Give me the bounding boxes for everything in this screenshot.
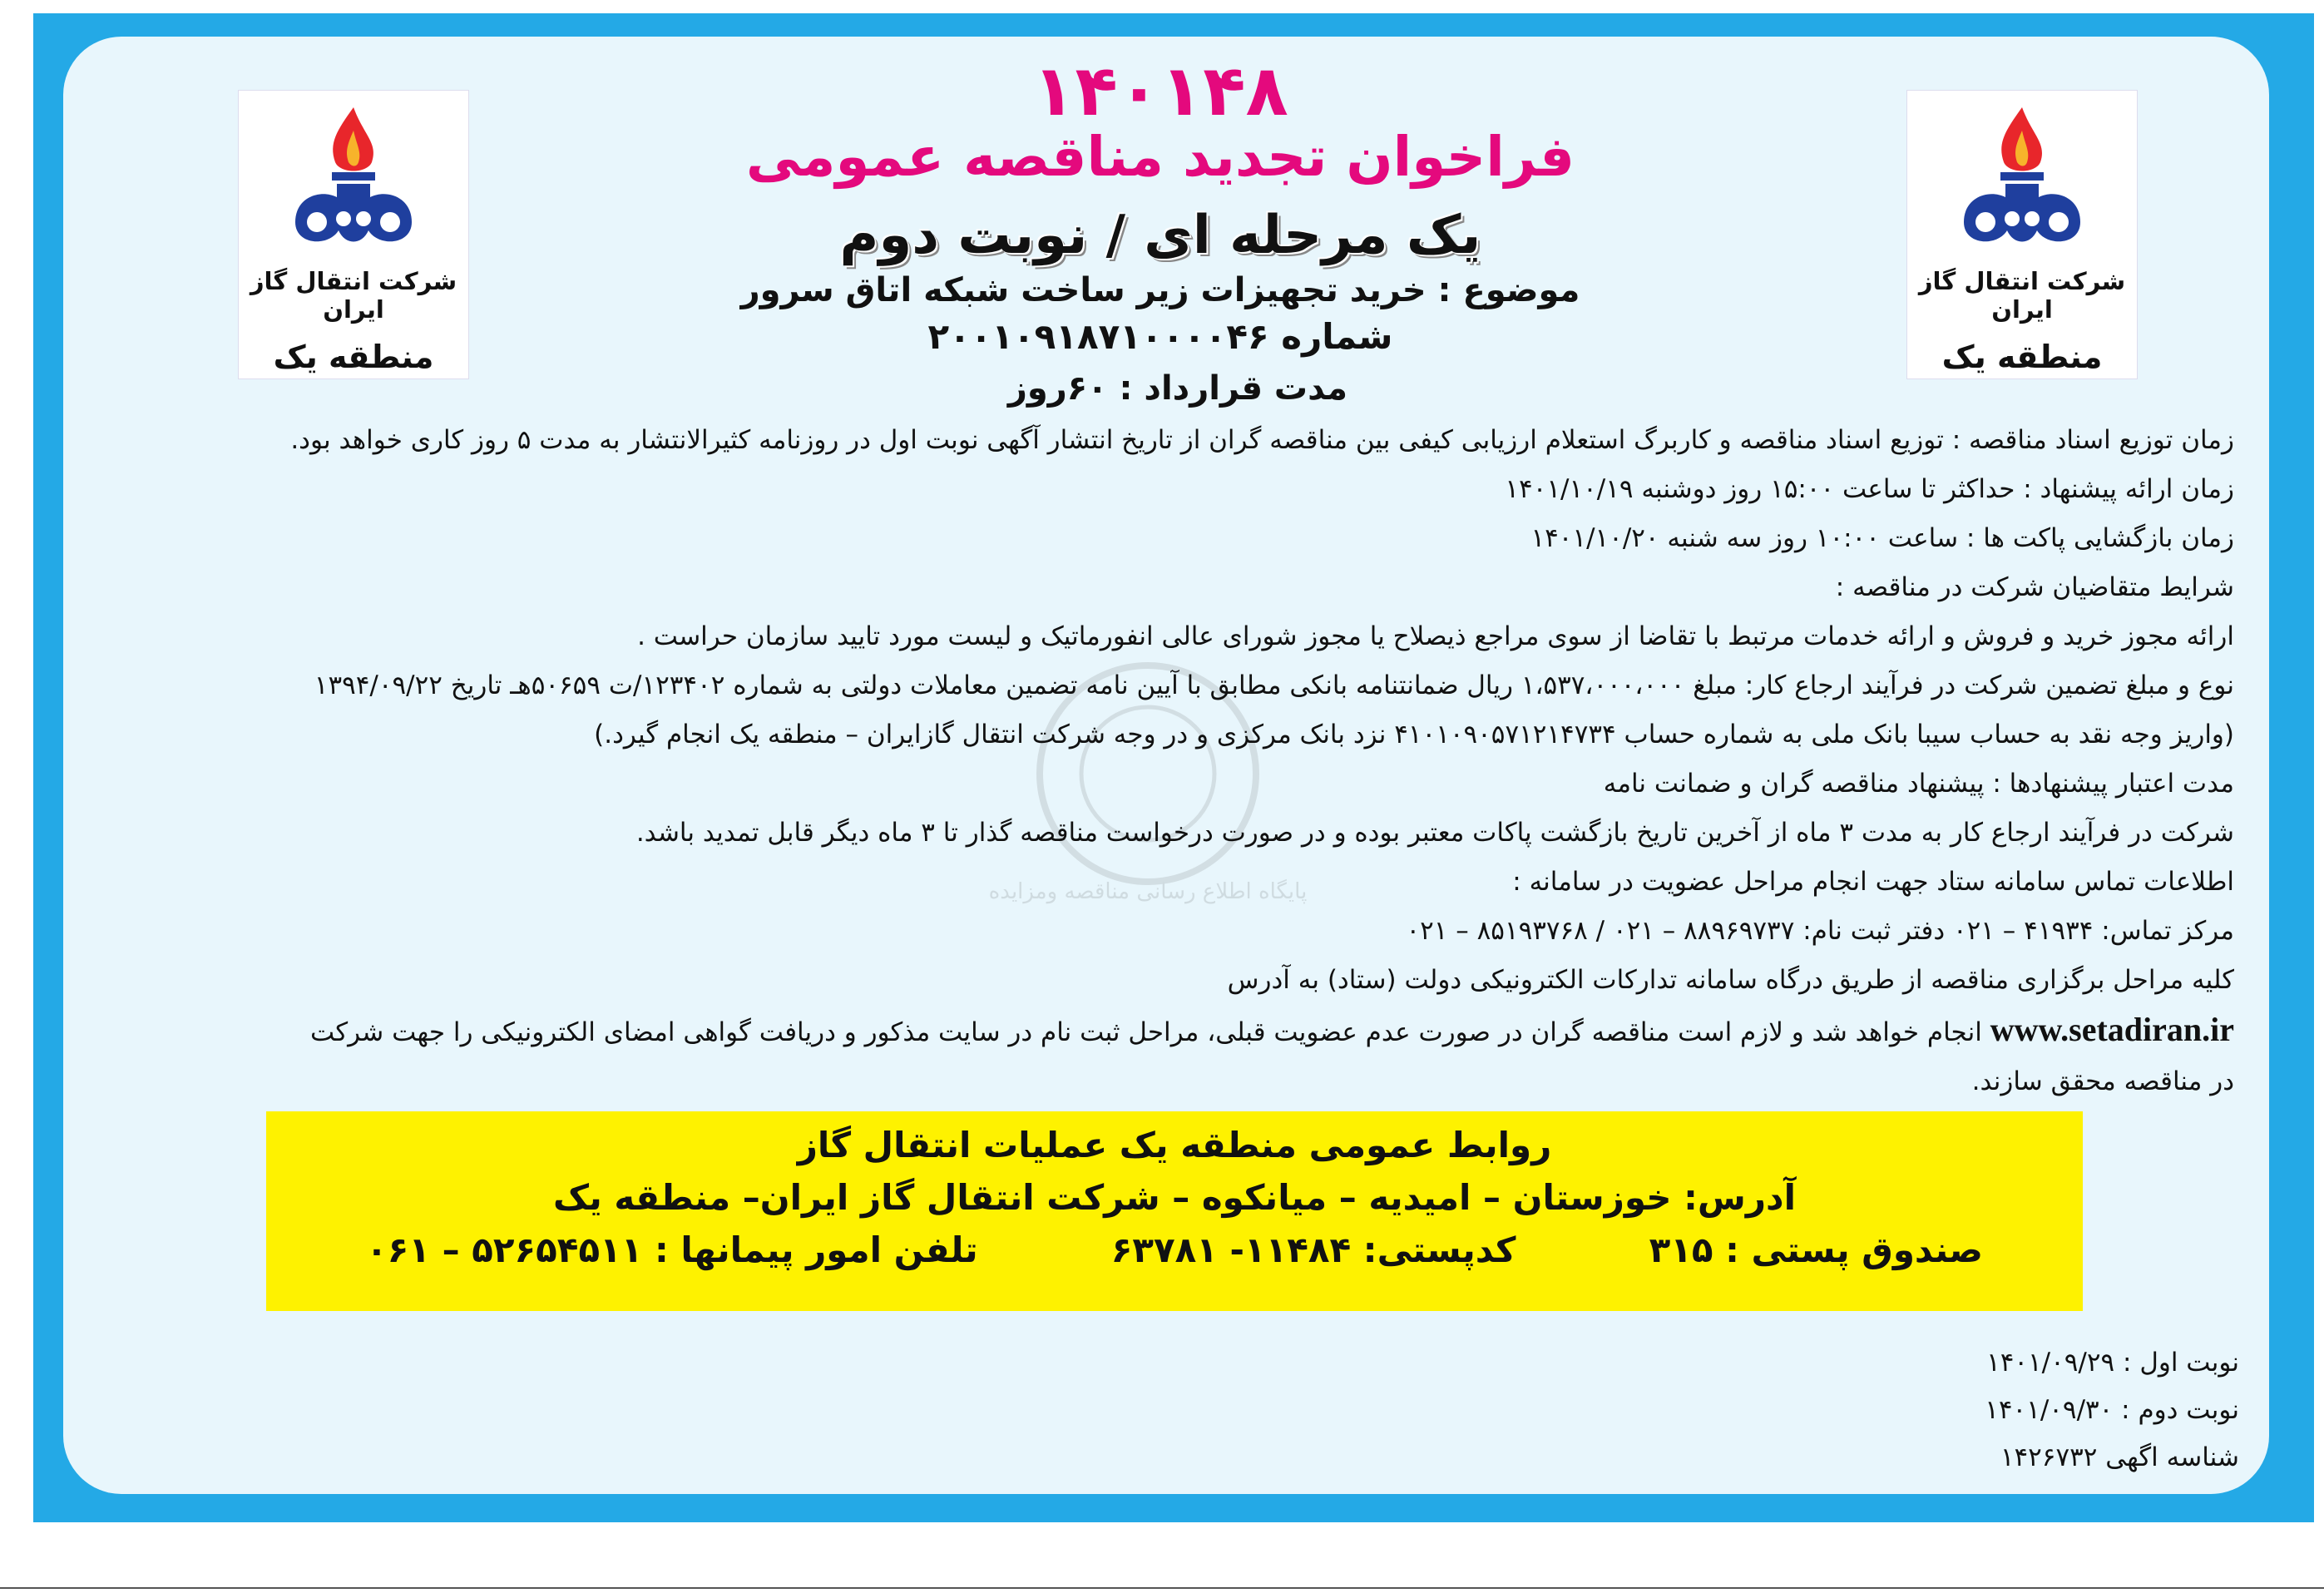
body-line: زمان توزیع اسناد مناقصه : توزیع اسناد مناقصه و کاربرگ استعلام ارزیابی کیفی بین مناقصه گران از تاریخ انتشار آگهی نوبت اول در روزنامه کثیرالانتشار به مدت ۵ روز کاری خواهد بود. [290, 425, 2234, 455]
contact-address: آدرس: خوزستان – امیدیه – میانکوه – شرکت انتقال گاز ایران– منطقه یک [553, 1177, 1796, 1218]
gas-flame-logo-icon [270, 97, 437, 264]
gas-flame-logo-icon [1939, 97, 2105, 264]
first-publication: نوبت اول : ۱۴۰۱/۰۹/۲۹ [1986, 1348, 2239, 1378]
logo-left [238, 90, 469, 379]
postal-code: کدپستی: ۱۱۴۸۴- ۶۳۷۸۱ [1110, 1229, 1516, 1270]
contract-phone: تلفن امور پیمانها : ۵۲۶۵۴۵۱۱ – ۰۶۱ [366, 1229, 978, 1270]
contact-details [266, 1229, 2083, 1270]
body-line: شرکت در فرآیند ارجاع کار به مدت ۳ ماه از آخرین تاریخ بازگشت پاکات معتبر بوده و در صورت درخواست مناقصه گذار تا ۳ ماه دیگر قابل تمدید باشد. [635, 818, 2234, 848]
contract-duration: مدت قرارداد : ۶۰روز [1007, 369, 1347, 408]
logo-company-name: شرکت انتقال گاز ایران [1918, 267, 2126, 324]
logo-company-name: شرکت انتقال گاز ایران [250, 267, 457, 324]
po-box: صندوق پستی : ۳۱۵ [1649, 1229, 1983, 1270]
body-line: زمان ارائه پیشنهاد : حداکثر تا ساعت ۱۵:۰۰ روز دوشنبه ۱۴۰۱/۱۰/۱۹ [1505, 474, 2234, 504]
setadiran-link[interactable]: www.setadiran.ir [1990, 1011, 2234, 1048]
second-publication: نوبت دوم : ۱۴۰۱/۰۹/۳۰ [1985, 1395, 2239, 1425]
body-line: نوع و مبلغ تضمین شرکت در فرآیند ارجاع کار: مبلغ ۱،۵۳۷،۰۰۰،۰۰۰ ریال ضمانتنامه بانکی مطابق با آیین نامه تضمین معاملات دولتی به شماره ۱۲۳۴۰۲/ت ۵۰۶۵۹هـ تاریخ ۱۳۹۴/۰۹/۲۲ [314, 670, 2234, 700]
page-subtitle: یک مرحله ای / نوبت دوم [839, 205, 1481, 266]
body-line: شرایط متقاضیان شرکت در مناقصه : [1835, 572, 2234, 602]
body-line: اطلاعات تماس سامانه ستاد جهت انجام مراحل عضویت در سامانه : [1512, 867, 2234, 897]
body-line: ارائه مجوز خرید و فروش و ارائه خدمات مرتبط با تقاضا از سوی مراجع ذیصلاح یا مجوز شورای عالی انفورماتیک و لیست مورد تایید سازمان حراست . [637, 621, 2234, 651]
body-line: کلیه مراحل برگزاری مناقصه از طریق درگاه سامانه تدارکات الکترونیکی دولت (ستاد) به آدرس [1227, 965, 2234, 995]
ad-number: ۱۴۰۱۴۸ [1032, 50, 1288, 131]
body-line: زمان بازگشایی پاکت ها : ساعت ۱۰:۰۰ روز سه شنبه ۱۴۰۱/۱۰/۲۰ [1530, 523, 2234, 553]
ad-id: شناسه اگهی ۱۴۲۶۷۳۲ [2000, 1442, 2239, 1472]
logo-region: منطقه یک [273, 339, 434, 375]
ad-body [125, 416, 2234, 1106]
body-line: در مناقصه محقق سازند. [1971, 1066, 2234, 1096]
contact-box [266, 1111, 2083, 1311]
contact-title: روابط عمومی منطقه یک عملیات انتقال گاز [797, 1125, 1552, 1165]
watermark-text: پایگاه اطلاع رسانی مناقصه ومزایده [988, 879, 1308, 904]
tender-number: شماره ۲۰۰۱۰۹۱۸۷۱۰۰۰۰۴۶ [927, 316, 1393, 357]
page-title: فراخوان تجدید مناقصه عمومی [745, 125, 1575, 189]
body-line: مرکز تماس: ۴۱۹۳۴ – ۰۲۱ دفتر ثبت نام: ۸۸۹۶۹۷۳۷ – ۰۲۱ / ۸۵۱۹۳۷۶۸ – ۰۲۱ [1406, 916, 2234, 946]
body-line: (واریز وجه نقد به حساب سیبا بانک ملی به شماره حساب ۴۱۰۱۰۹۰۵۷۱۲۱۴۷۳۴ نزد بانک مرکزی و در وجه شرکت انتقال گازایران – منطقه یک انجام گیرد.) [594, 720, 2234, 750]
publication-dates [1747, 1339, 2239, 1482]
body-line: مدت اعتبار پیشنهادها : پیشنهاد مناقصه گران و ضمانت نامه [1603, 769, 2234, 799]
tender-subject: موضوع : خرید تجهیزات زیر ساخت شبکه اتاق سرور [740, 271, 1580, 309]
divider [0, 1587, 2324, 1589]
body-line-text: انجام خواهد شد و لازم است مناقصه گران در صورت عدم عضویت قبلی، مراحل ثبت نام در سایت مذکور و دریافت گواهی امضای الکترونیکی را جهت شرکت [309, 1017, 1990, 1047]
body-line [125, 1005, 2234, 1057]
logo-region: منطقه یک [1941, 339, 2103, 375]
logo-right [1906, 90, 2138, 379]
